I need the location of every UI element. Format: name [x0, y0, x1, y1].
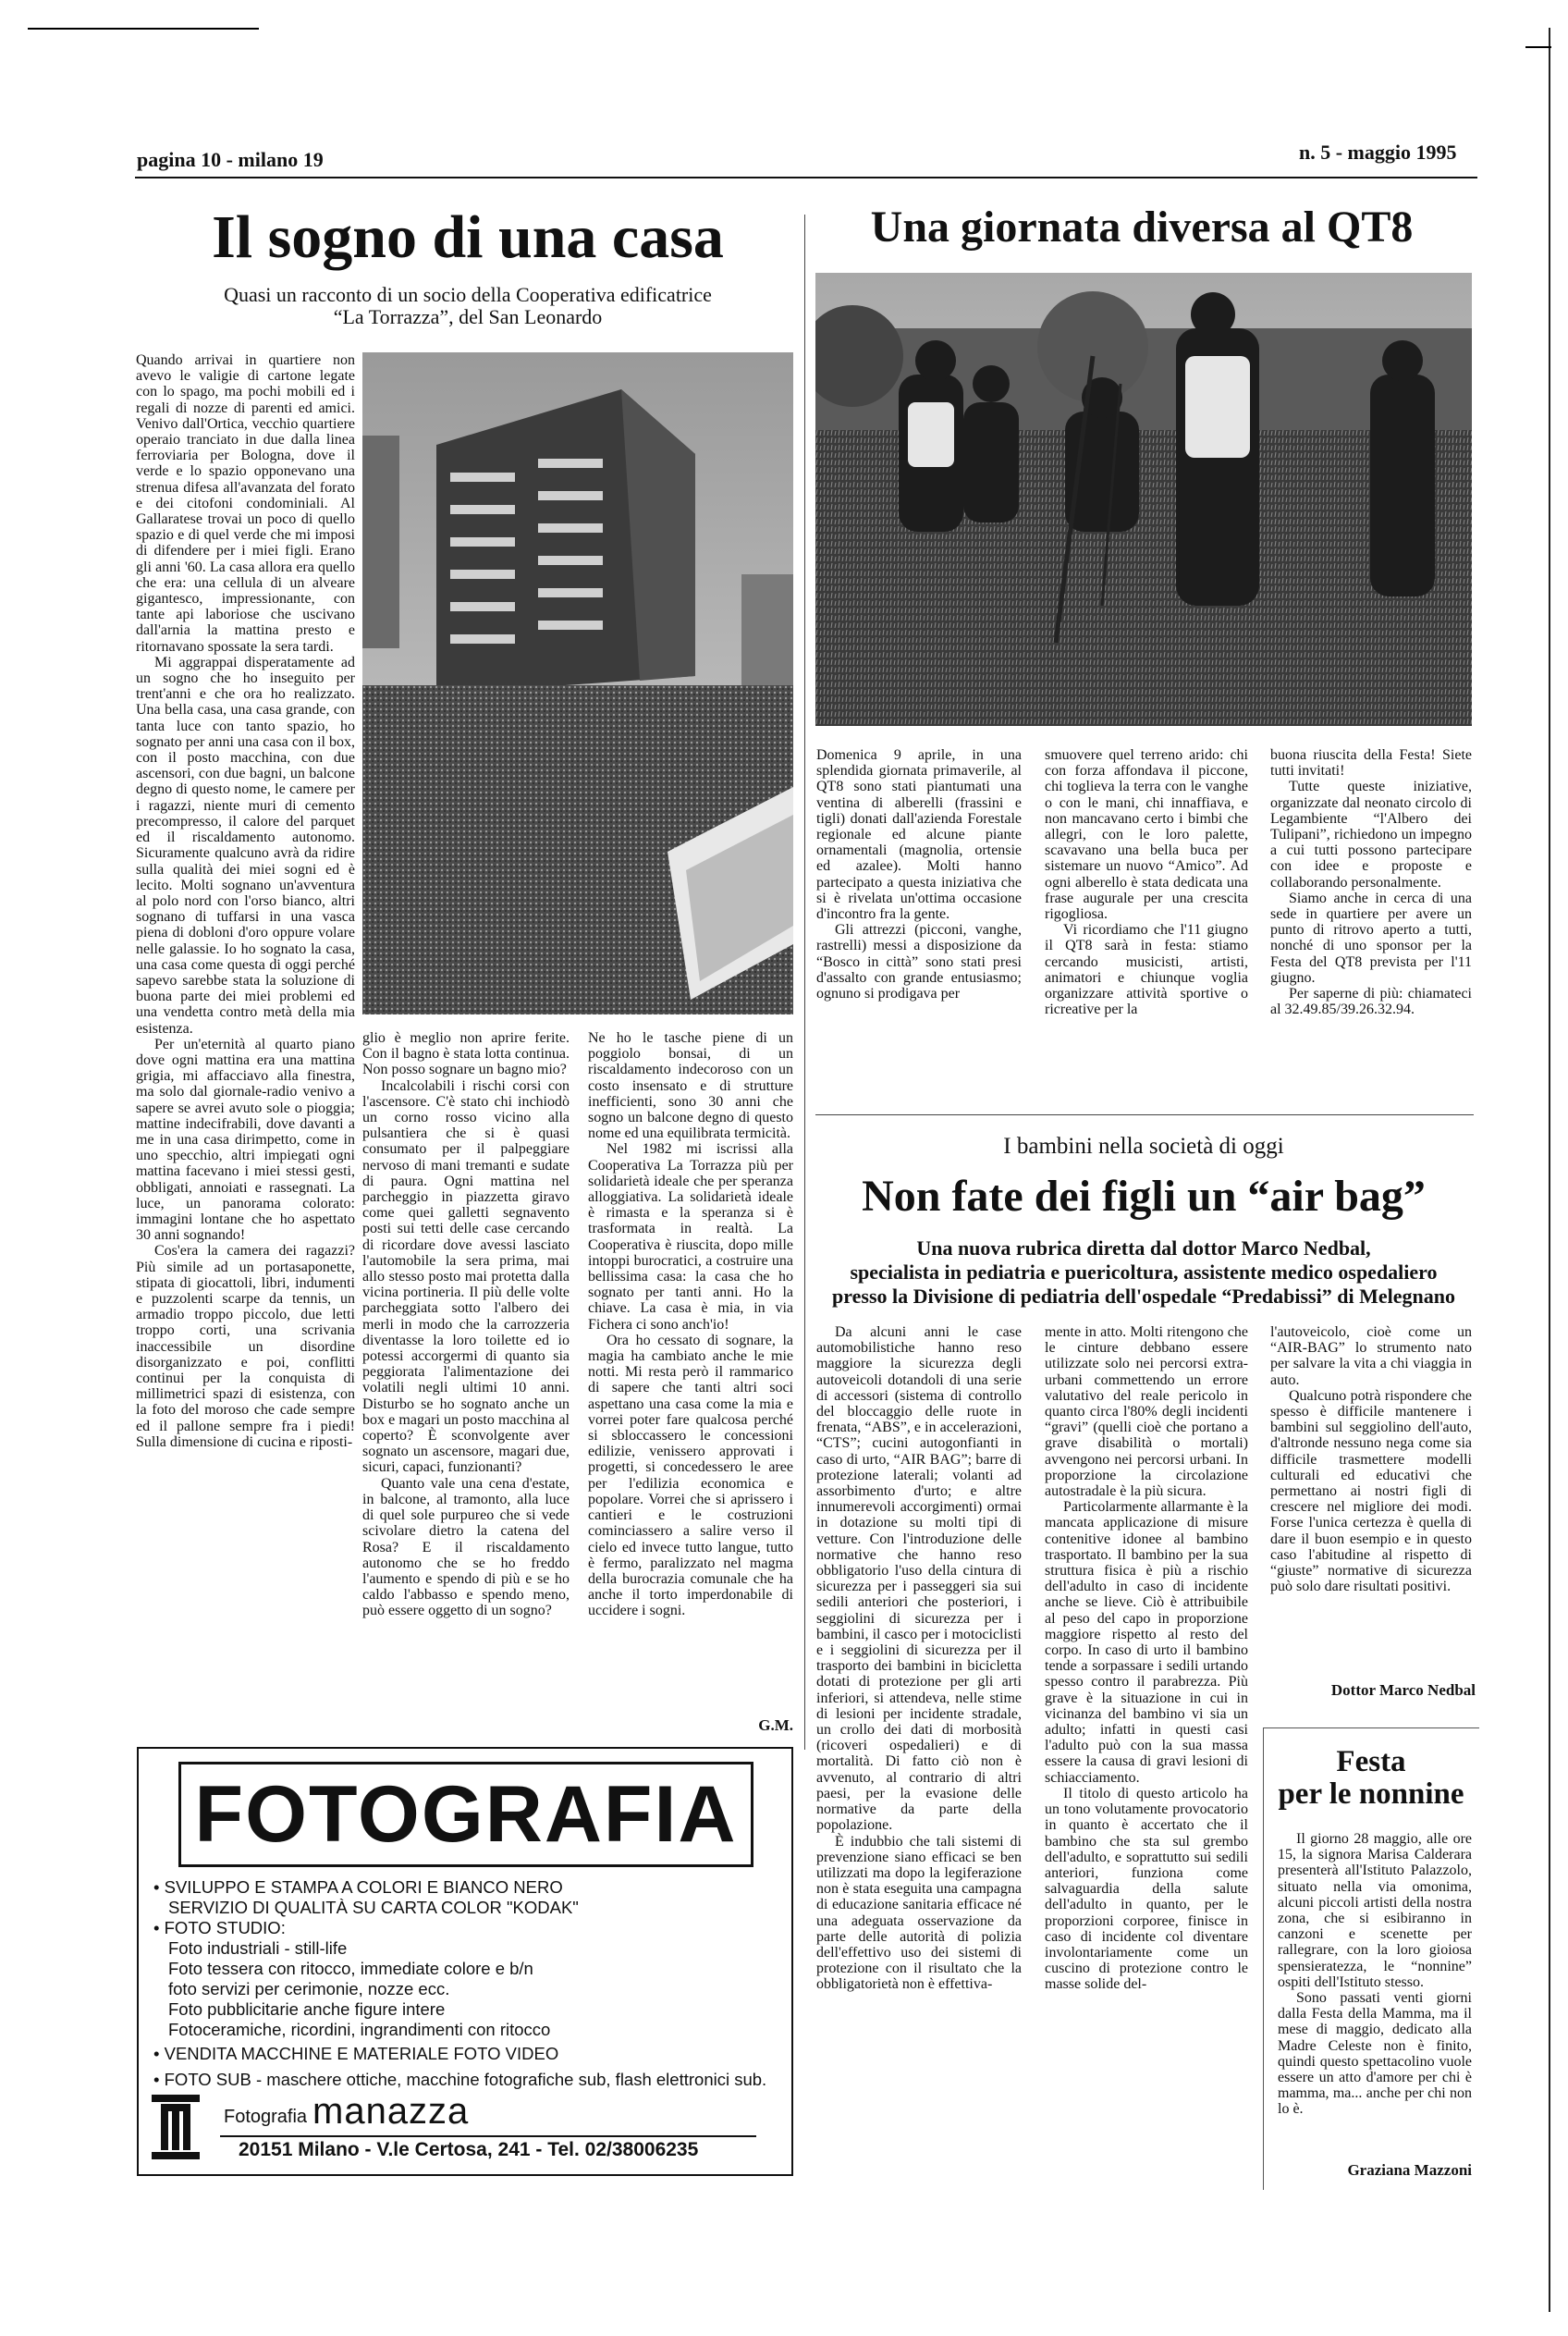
article-qt8-col2: [1045, 747, 1248, 1089]
paragraph: Cos'era la camera dei ragazzi? Più simile ad un portasaponette, stipata di giocattoli, libri, indumenti e puzzolenti scarpe da tennis, un armadio troppo piccolo, due letti troppo corti, una scrivania inaccessibile un disordine disorganizzato e poi, conflitti continui per la conquista di millimetrici spazi di esistenza, con la foto del moroso che cade sempre ed il pallone sempre fra i piedi! Sulla dimensione di cucina e riposti-: [136, 1243, 355, 1450]
ad-bullet: • SVILUPPO E STAMPA A COLORI E BIANCO NERO: [153, 1877, 563, 1897]
paragraph: Particolarmente allarmante è la mancata applicazione di misure contenitive idonee al bambino trasportato. Il bambino per la sua struttura fisica è più a rischio dell'adulto in caso di incidente anche se lieve. Ciò è attribuibile al peso del capo in proporzione maggiore rispetto al resto del corpo. In caso di urto il bambino tende a sorpassare i sedili urtando spesso contro il parabrezza. Più grave è la situazione in cui in vicinanza del bambino vi sia un adulto; infatti in questi casi l'adulto può con la sua massa essere la causa di gravi lesioni di schiacciamento.: [1045, 1499, 1248, 1786]
paragraph: Quando arrivai in quartiere non avevo le valigie di cartone legate con lo spago, ma pochi mobili ed i regali di nozze di parenti ed amici. Venivo dall'Ortica, vecchio quartiere operaio tranciato in due dalla linea ferroviaria per Bologna, dove il verde e lo spazio opponevano una strenua difesa all'avanzata del forato e dei citofoni condominiali. Al Gallaratese trovai un poco di quello spazio e di quel verde che mi imposi di difendere per i miei figli. Erano gli anni '60. La casa allora era quello che era: una cellula di un alveare gigantesco, impressionante, con tante api laboriose che uscivano dall'arnia la mattina presto e ritornavano spossate la sera tardi.: [136, 352, 355, 655]
paragraph: È indubbio che tali sistemi di prevenzione siano efficaci se ben utilizzati ma dopo la legiferazione non è stata eseguita una campagna di educazione sanitaria efficace né una adeguata osservazione da parte delle autorità di polizia dell'effettivo uso dei sistemi di protezione con il risultato che la obbligatorietà non è effettiva-: [816, 1833, 1022, 1993]
article-subtitle-airbag-1: Una nuova rubrica diretta dal dottor Marco Nedbal,: [916, 1236, 1371, 1260]
article-home-col1: [136, 352, 355, 1723]
scan-edge-right: [1549, 28, 1550, 2312]
article-home-col3: [588, 1030, 793, 1715]
page-header-right: n. 5 - maggio 1995: [1299, 141, 1457, 164]
ad-bullet: • FOTO STUDIO:: [153, 1918, 286, 1937]
ad-bullet-line: Foto industriali - still-life: [168, 1938, 348, 1958]
article-qt8-col3: [1270, 747, 1472, 1089]
paragraph: l'autoveicolo, cioè come un “AIR-BAG” lo strumento nato per salvare la vita a chi viaggia in auto.: [1270, 1324, 1472, 1388]
paragraph: Il giorno 28 maggio, alle ore 15, la signora Marisa Calderara presenterà all'Istituto Palazzolo, situato nella via omonima, alcuni piccoli artisti della nostra zona, che si esibiranno in canzoni e scenette per rallegrare, con la loro gioiosa spensieratezza, le “nonnine” ospiti dell'Istituto stesso.: [1278, 1831, 1472, 1990]
page-header-left: pagina 10 - milano 19: [137, 148, 324, 171]
ad-brand-prefix: Fotografia: [224, 2107, 308, 2127]
ad-bullet: • VENDITA MACCHINE E MATERIALE FOTO VIDEO: [153, 2044, 559, 2063]
article-nonnine-body: [1278, 1831, 1472, 2160]
article-home-col2: [362, 1030, 570, 1733]
article-subtitle-airbag-2: specialista in pediatria e puericoltura, assistente medico ospedaliero: [850, 1260, 1438, 1284]
article-title-home: Il sogno di una casa: [212, 203, 724, 271]
scan-edge-top-right: [1525, 46, 1551, 48]
ad-bullet-line: Fotoceramiche, ricordini, ingrandimenti con ritocco: [168, 2020, 551, 2039]
paragraph: Da alcuni anni le case automobilistiche hanno reso maggiore la sicurezza degli autoveicoli dotandoli di una serie di accessori (sistema di controllo del bloccaggio delle ruote in frenata, “ABS”, e in accelerazioni, “CTS”; cucini autogonfianti in caso di urto, “AIR BAG”; barre di protezione laterali; volanti ad assorbimento d'urto; e altre innumerevoli accorgimenti) ormai in dotazione su molti tipi di vetture. Con l'introduzione delle normative che hanno reso obbligatorio l'uso della cintura di sicurezza per i passeggeri sia sui sedili anteriori che posteriori, i seggiolini di sicurezza per i bambini, il casco per i motociclisti e i seggiolini di sicurezza per il trasporto dei bambini in bicicletta dotati di protezione per gli arti inferiori, si attendeva, nelle stime di lesioni per incidente stradale, un crollo dei dati di morbosità (ricoveri ospedalieri) e di mortalità. Di fatto ciò non è avvenuto, al contrario di altri paesi, per la evasione delle normative da parte della popolazione.: [816, 1324, 1022, 1834]
paragraph: glio è meglio non aprire ferite. Con il bagno è stata lotta continua. Non posso sognare un bagno mio?: [362, 1030, 570, 1078]
paragraph: buona riuscita della Festa! Siete tutti invitati!: [1270, 747, 1472, 780]
ad-address: 20151 Milano - V.le Certosa, 241 - Tel. 02/38006235: [239, 2139, 699, 2160]
paragraph: Vi ricordiamo che l'11 giugno il QT8 sarà in festa: stiamo cercando musicisti, artisti, animatori e chiunque voglia organizzare attività sportive o ricreative per la: [1045, 922, 1248, 1018]
signature-nonnine: Graziana Mazzoni: [1347, 2161, 1472, 2179]
paragraph: Nel 1982 mi iscrissi alla Cooperativa La Torrazza più per solidarietà ideale che per speranza alloggiativa. La solidarietà ideale è rimasta e la speranza si è trasformata in realtà. La Cooperativa è riuscita, dopo mille intoppi burocratici, a costruire una bellissima casa: la casa che ho sognato per tanti anni. Ho la chiave. La casa è mia, in via Fichera ci sono anch'io!: [588, 1141, 793, 1333]
ad-bullet-sub: SERVIZIO DI QUALITÀ SU CARTA COLOR "KODAK": [168, 1898, 579, 1917]
ad-brand-rule: [220, 2135, 756, 2137]
bullet-icon: •: [153, 1918, 165, 1937]
ad-bullet: • FOTO SUB - maschere ottiche, macchine fotografiche sub, flash elettronici sub.: [153, 2070, 767, 2089]
paragraph: Tutte queste iniziative, organizzate dal neonato circolo di Legambiente “l'Albero dei Tulipani”, richiedono un impegno a cui tutti possono partecipare con idee e proposte e collaborando personalmente.: [1270, 779, 1472, 891]
paragraph: Incalcolabili i rischi corsi con l'ascensore. C'è stato chi inchiodò un corno rosso vicino alla pulsantiera che si è quasi consumato per il palpeggiare nervoso di mani tremanti e sudate di paura. Ogni mattina nel parcheggio in piazzetta giravo come quei galletti segnavento posti sui tetti delle case cercando di ricordare dove avessi lasciato l'automobile la sera prima, mai allo stesso posto mai protetta dalla vicina portineria. Il più delle volte parcheggiata sotto l'albero dei merli in modo che la carrozzeria diventasse la loro toilette ed io potessi accorgermi di quanto sia peggiorata l'alimentazione dei volatili negli ultimi 10 anni. Disturbo se ho sognato anche un box e magari un posto macchina al coperto? È sconvolgente aver sognato un ascensore, magari due, sicuri, capaci, funzionanti?: [362, 1077, 570, 1476]
scan-edge-top: [28, 28, 259, 30]
article-title-airbag: Non fate dei figli un “air bag”: [862, 1172, 1426, 1221]
section-rule: [815, 1114, 1474, 1115]
paragraph: mente in atto. Molti ritengono che le cinture debbano essere utilizzate solo nei percorsi extra-urbani commettendo un errore valutativo del reale pericolo in quanto circa l'80% degli incidenti “gravi” (quelli cioè che portano a grave disabilità o mortali) avvengono nei percorsi urbani. In proporzione la circolazione autostradale è la più sicura.: [1045, 1324, 1248, 1500]
ad-brand-name: manazza: [312, 2091, 470, 2132]
paragraph: smuovere quel terreno arido: chi con forza affondava il piccone, chi toglieva la terra con le vanghe o con le mani, chi innaffiava, e non mancavano certo i bimbi che allegri, con le loro palette, scavavano una bella buca per sistemare un nuovo “Amico”. Ad ogni alberello è stata dedicata una frase augurale per una crescita rigogliosa.: [1045, 747, 1248, 923]
apartment-building-photo: [362, 352, 793, 1014]
article-title-nonnine-2: per le nonnine: [1278, 1777, 1464, 1811]
paragraph: Ne ho le tasche piene di un poggiolo bonsai, di un riscaldamento indecoroso con un costo insensato e di strutture inefficienti, sono 30 anni che sogno un balcone degno di questo nome ed una equilibrata termicità.: [588, 1030, 793, 1142]
paragraph: Gli attrezzi (picconi, vanghe, rastrelli) messi a disposizione da “Bosco in città” sono stati presi d'assalto con grande entusiasmo; ognuno si prodigava per: [816, 922, 1022, 1002]
article-kicker-airbag: I bambini nella società di oggi: [1003, 1134, 1284, 1159]
article-title-qt8: Una giornata diversa al QT8: [870, 203, 1414, 252]
paragraph: Sono passati venti giorni dalla Festa della Mamma, ma il mese di maggio, dedicato alla Madre Celeste non è finito, quindi questo spettacolino vuole essere un atto d'amore per chi è mamma, ma... anche per chi non lo è.: [1278, 1990, 1472, 2118]
paragraph: Per saperne di più: chiamateci al 32.49.85/39.26.32.94.: [1270, 986, 1472, 1018]
header-rule: [135, 177, 1477, 178]
ad-bullet-line: Foto pubblicitarie anche figure intere: [168, 1999, 446, 2019]
column-divider: [804, 215, 805, 1750]
paragraph: Quanto vale una cena d'estate, in balcone, al tramonto, alla luce di quel sole purpureo che si vede scivolare dietro la catena del Rosa? E il riscaldamento autonomo che se ho freddo l'aumento e spendo di più e se ho caldo l'abbasso e spendo meno, può essere oggetto di un sogno?: [362, 1475, 570, 1619]
article-subtitle-home-1: Quasi un racconto di un socio della Cooperativa edificatrice: [224, 283, 712, 306]
paragraph: Qualcuno potrà rispondere che spesso è difficile mantenere i bambini sul seggiolino dell'auto, d'altronde nessuno nega come sia difficile trasmettere modelli culturali ed educativi che permettano ai nostri figli di crescere nel migliore dei modi. Forse l'unica certezza è quella di dare il buon esempio e in questo caso l'abitudine al rispetto di “giuste” normative di sicurezza può solo dare risultati positivi.: [1270, 1387, 1472, 1595]
signature-home: G.M.: [758, 1716, 793, 1734]
bullet-icon: •: [153, 1877, 165, 1897]
article-airbag-col1: [816, 1324, 1022, 2175]
article-subtitle-airbag-3: presso la Divisione di pediatria dell'ospedale “Predabissi” di Melegnano: [832, 1285, 1455, 1308]
bullet-icon: •: [153, 2044, 165, 2063]
article-qt8-col1: [816, 747, 1022, 1089]
tree-planting-photo: [815, 273, 1472, 726]
manazza-logo-icon: [152, 2095, 200, 2159]
paragraph: Siamo anche in cerca di una sede in quartiere per avere un punto di ritrovo aperto a tutti, nonché di uno sponsor per la Festa del QT8 prevista per l'11 giugno.: [1270, 890, 1472, 986]
ad-headline: FOTOGRAFIA: [178, 1762, 753, 1867]
paragraph: Domenica 9 aprile, in una splendida giornata primaverile, al QT8 sono stati piantumati una ventina di alberelli (frassini e tigli) donati dall'azienda Forestale regionale ed alcune piante ornamentali (magnolia, ortensie ed azalee). Molti hanno partecipato a questa iniziativa che si è rivelata un'ottima occasione d'incontro fra la gente.: [816, 747, 1022, 923]
article-airbag-col3: [1270, 1324, 1472, 1666]
paragraph: Ora ho cessato di sognare, la magia ha cambiato anche le mie notti. Mi resta però il rammarico di sapere che tanti altri soci aspettano una casa come la mia e vorrei poter fare qualcosa perché si sbloccassero le concessioni edilizie, venissero approvati i progetti, si concedessero le aree per l'edilizia economica e popolare. Vorrei che si aprissero i cantieri e le costruzioni cominciassero a salire verso il cielo ed invece tutto langue, tutto è fermo, paralizzato nel magma della burocrazia comunale che ha anche il torto imperdonabile di uccidere i sogni.: [588, 1332, 793, 1619]
article-airbag-col2: [1045, 1324, 1248, 2175]
article-title-nonnine-1: Festa: [1336, 1745, 1406, 1778]
bullet-icon: •: [153, 2070, 165, 2089]
ad-bullet-line: foto servizi per cerimonie, nozze ecc.: [168, 1979, 450, 1998]
paragraph: Il titolo di questo articolo ha un tono volutamente provocatorio in quanto è accertato che il bambino che sta sul grembo dell'adulto, e soprattutto sui sedili anteriori, funziona come salvaguardia della salute dell'adulto in quanto, per le proporzioni corporee, finisce in caso di incidente col diventare involontariamente come un cuscino di protezione contro le masse solide del-: [1045, 1785, 1248, 1993]
ad-bullet-list: [153, 1877, 782, 2090]
signature-airbag: Dottor Marco Nedbal: [1330, 1681, 1476, 1699]
article-subtitle-home-2: “La Torrazza”, del San Leonardo: [333, 305, 603, 328]
ad-bullet-line: Foto tessera con ritocco, immediate colore e b/n: [168, 1959, 533, 1978]
paragraph: Per un'eternità al quarto piano dove ogni mattina era una mattina grigia, mi affacciavo alla finestra, ma solo dal giornale-radio venivo a sapere se avrei avuto sole o pioggia; mattine indecifrabili, dove davanti a me in una casa dirimpetto, come in uno specchio, altri impiegati ogni mattina facevano i miei stessi gesti, obbligati, annoiati e rassegnati. La luce, un panorama colorato: immagini lontane che ho aspettato 30 anni sognando!: [136, 1036, 355, 1244]
paragraph: Mi aggrappai disperatamente ad un sogno che ho inseguito per trent'anni e che ora ho realizzato. Una bella casa, una casa grande, con tanta luce con tanto spazio, ho sognato per anni una casa con il box, con il posto macchina, con due ascensori, con due bagni, un balcone degno di questo nome, le camere per i ragazzi, niente muri di cemento precompresso, il calore del parquet ed il riscaldamento autonomo. Sicuramente qualcuno avrà da ridire sulla qualità dei miei sogni ed è lecito. Molti sognano un'avventura al polo nord con l'orso bianco, altri sognano di tuffarsi in una vasca piena di dobloni d'oro oppure volare nelle galassie. Io ho sognato la casa, una casa come questa di oggi perché sapevo sarebbe stata la soluzione di buona parte dei miei problemi ed una vendetta contro metà della mia esistenza.: [136, 654, 355, 1037]
